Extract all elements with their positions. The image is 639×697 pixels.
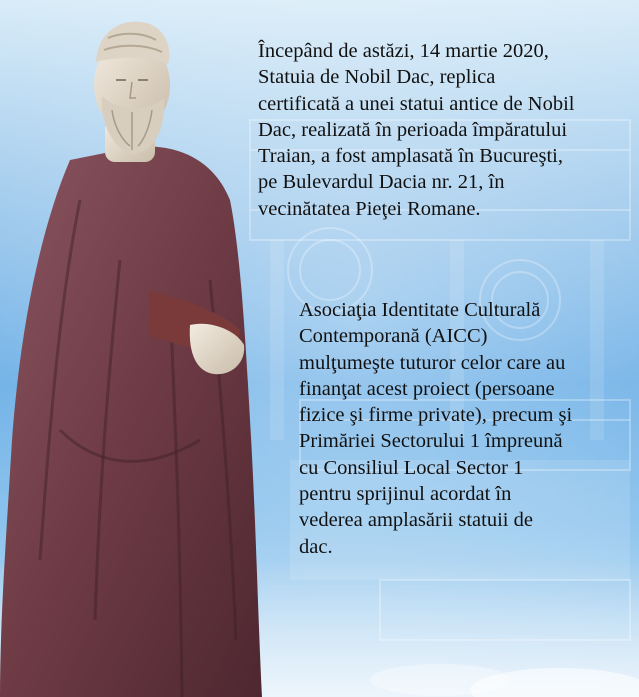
acknowledgement-line: pentru sprijinul acordat în (299, 483, 512, 506)
acknowledgement-line: Primăriei Sectorului 1 împreună (299, 430, 563, 453)
acknowledgement-line: Asociaţia Identitate Culturală (299, 299, 541, 321)
acknowledgement-line: Contemporană (AICC) (299, 325, 488, 348)
announcement-line: Statuia de Nobil Dac, replica (258, 66, 496, 89)
acknowledgement-line: cu Consiliul Local Sector 1 (299, 456, 524, 479)
announcement-paragraph (258, 38, 636, 222)
acknowledgement-line: mulţumeşte tuturor celor care au (299, 351, 566, 374)
announcement-line: Traian, a fost amplasată în Bucureşti, (258, 145, 563, 168)
acknowledgement-line: vederea amplasării statuii de (299, 509, 533, 532)
announcement-line: pe Bulevardul Dacia nr. 21, în (258, 171, 505, 194)
acknowledgement-line: finanţat acest proiect (persoane (299, 377, 555, 400)
announcement-line: Începând de astăzi, 14 martie 2020, (258, 40, 549, 62)
acknowledgement-line: fizice şi firme private), precum şi (299, 404, 573, 427)
announcement-line: vecinătatea Pieţei Romane. (258, 197, 481, 220)
acknowledgement-line: dac. (299, 535, 333, 558)
announcement-line: Dac, realizată în perioada împăratului (258, 118, 568, 141)
acknowledgement-paragraph (299, 297, 639, 560)
announcement-line: certificată a unei statui antice de Nobil (258, 92, 575, 115)
